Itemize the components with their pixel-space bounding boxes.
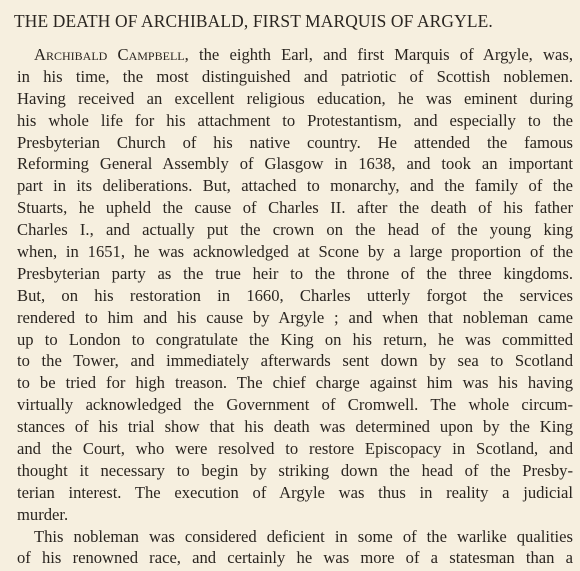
chapter-title: THE DEATH OF ARCHIBALD, FIRST MARQUIS OF ARGYLE. xyxy=(14,11,493,31)
paragraph-1-line-9: Charles I., and actually put the crown on the head of the young king xyxy=(17,220,573,240)
paragraph-1-line-12: But, on his restoration in 1660, Charles utterly forgot the services xyxy=(17,285,573,305)
line-text: the eighth Earl, and first Marquis of Argyle, was, xyxy=(188,45,573,64)
paragraph-1-line-11: Presbyterian party as the true heir to the throne of the three kingdoms. xyxy=(17,263,573,283)
paragraph-1-line-5: Presbyterian Church of his native country. He attended the famous xyxy=(17,132,573,152)
paragraph-1-line-21: terian interest. The execution of Argyle was thus in reality a judicial xyxy=(17,482,573,502)
paragraph-1-line-3: Having received an excellent religious education, he was eminent during xyxy=(17,88,573,108)
paragraph-1-line-7: part in its deliberations. But, attached to monarchy, and the family of the xyxy=(17,176,573,196)
paragraph-1-line-17: virtually acknowledged the Government of Cromwell. The whole circum- xyxy=(17,395,573,415)
paragraph-1-line-14: up to London to congratulate the King on his return, he was committed xyxy=(17,329,573,349)
paragraph-1-line-15: to the Tower, and immediately afterwards sent down by sea to Scotland xyxy=(17,351,573,371)
paragraph-2-line-2: of his renowned race, and certainly he was more of a statesman than a xyxy=(17,548,573,568)
paragraph-1-line-8: Stuarts, he upheld the cause of Charles II. after the death of his father xyxy=(17,198,573,218)
body-text xyxy=(17,44,573,569)
paragraph-1-line-2: in his time, the most distinguished and patriotic of Scottish noblemen. xyxy=(17,66,573,86)
paragraph-1-line-22: murder. xyxy=(17,504,69,524)
paragraph-1-line-16: to be tried for high treason. The chief charge against him was his having xyxy=(17,373,573,393)
paragraph-1-line-20: thought it necessary to begin by striking down the head of the Presby- xyxy=(17,460,573,480)
name-small-caps: Archibald Campbell, xyxy=(34,45,189,64)
paragraph-1-line-13: rendered to him and his cause by Argyle ; and when that nobleman came xyxy=(17,307,573,327)
paragraph-1-line-1 xyxy=(17,44,573,66)
paragraph-1-line-6: Reforming General Assembly of Glasgow in 1638, and took an important xyxy=(17,154,573,174)
paragraph-2-line-1: This nobleman was considered deficient in some of the warlike qualities xyxy=(34,526,573,546)
paragraph-1-line-10: when, in 1651, he was acknowledged at Scone by a large proportion of the xyxy=(17,242,573,262)
paragraph-1-line-19: and the Court, who were resolved to restore Episcopacy in Scotland, and xyxy=(17,439,573,459)
paragraph-1-line-4: his whole life for his attachment to Protestantism, and especially to the xyxy=(17,110,573,130)
paragraph-1-line-18: stances of his trial show that his death was determined upon by the King xyxy=(17,417,573,437)
